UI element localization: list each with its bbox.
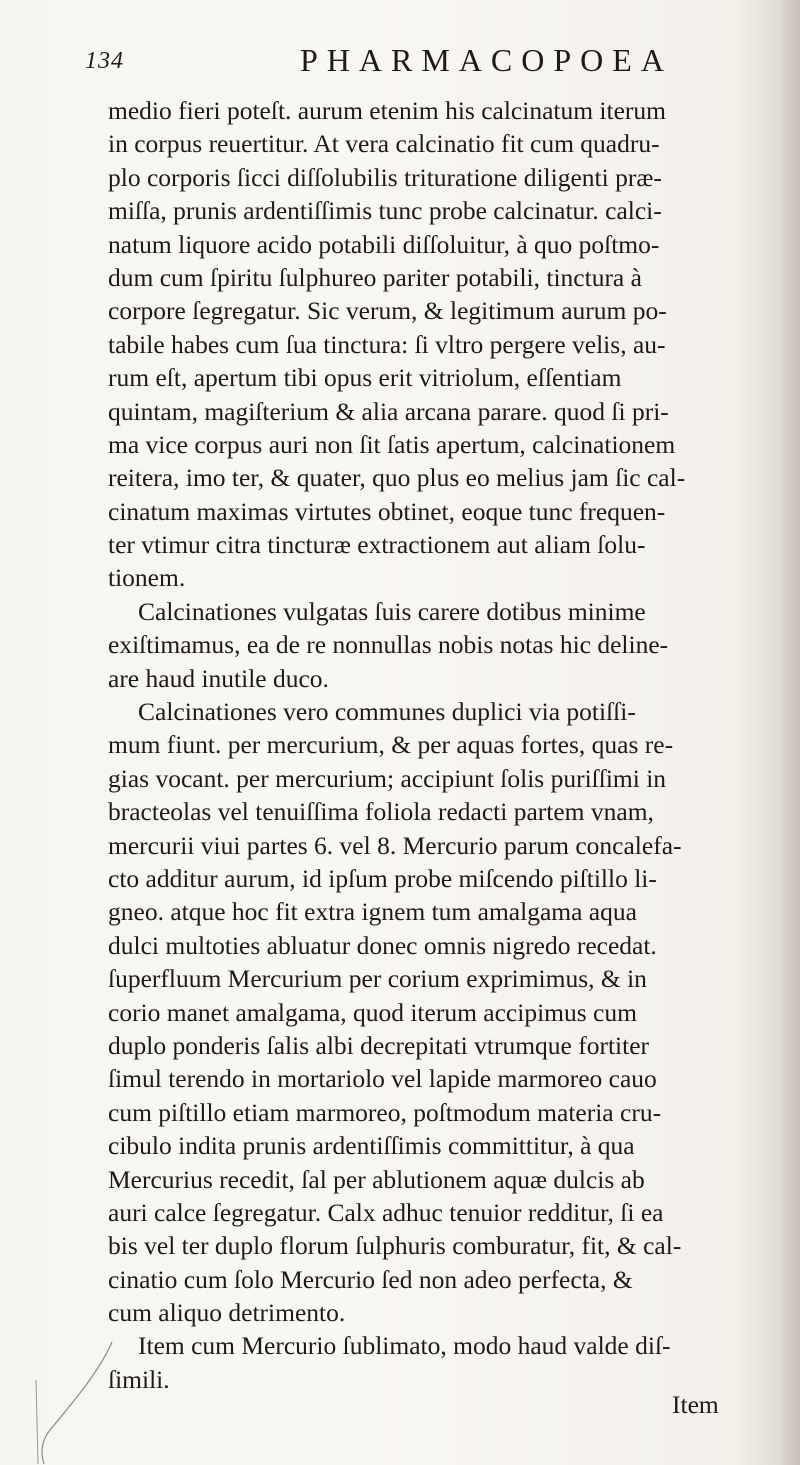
text-line: are haud inutile duco. xyxy=(108,663,329,693)
text-line: quintam, magiſterium & alia arcana parare. quod ſi pri- xyxy=(108,396,669,426)
text-line: reitera, imo ter, & quater, quo plus eo melius jam ſic cal- xyxy=(108,463,686,493)
text-line: in corpus reuertitur. At vera calcinatio fit cum quadru- xyxy=(108,129,660,159)
text-line: bracteolas vel tenuiſſima foliola redacti partem vnam, xyxy=(108,797,654,827)
text-line: corio manet amalgama, quod iterum accipimus cum xyxy=(108,997,637,1027)
paragraph-start-line: Calcinationes vero communes duplici via potiſſi- xyxy=(138,697,636,727)
text-line: Mercurius recedit, ſal per ablutionem aquæ dulcis ab xyxy=(108,1164,645,1194)
text-line: gias vocant. per mercurium; accipiunt ſolis puriſſimi in xyxy=(108,763,667,793)
text-line: duplo ponderis ſalis albi decrepitati vtrumque fortiter xyxy=(108,1030,650,1060)
text-line: ſimili. xyxy=(108,1364,170,1394)
text-line: miſſa, prunis ardentiſſimis tunc probe calcinatur. calci- xyxy=(108,196,662,226)
text-line: cinatio cum ſolo Mercurio ſed non adeo perfecta, & xyxy=(108,1264,633,1294)
page-edge-shadow xyxy=(778,0,800,1465)
text-line: tionem. xyxy=(108,563,186,593)
text-line: dulci multoties abluatur donec omnis nigredo recedat. xyxy=(108,930,657,960)
text-line: cibulo indita prunis ardentiſſimis committitur, à qua xyxy=(108,1131,635,1161)
text-line: ſimul terendo in mortariolo vel lapide marmoreo cauo xyxy=(108,1064,657,1094)
text-line: cum aliquo detrimento. xyxy=(108,1298,346,1328)
text-line: ma vice corpus auri non ſit ſatis apertum, calcinationem xyxy=(108,429,676,459)
text-line: ſuperfluum Mercurium per corium exprimimus, & in xyxy=(108,964,647,994)
text-line: cum piſtillo etiam marmoreo, poſtmodum materia cru- xyxy=(108,1097,662,1127)
text-line: cto additur aurum, id ipſum probe miſcendo piſtillo li- xyxy=(108,863,657,893)
text-line: tabile habes cum ſua tinctura: ſi vltro pergere velis, au- xyxy=(108,329,666,359)
running-title: PHARMACOPOEA xyxy=(300,42,673,78)
text-line: exiſtimamus, ea de re nonnullas nobis notas hic deline- xyxy=(108,630,669,660)
page-number: 134 xyxy=(85,48,124,74)
page-header xyxy=(85,28,745,84)
catchword: Item xyxy=(672,1390,719,1419)
paragraph-start-line: Calcinationes vulgatas ſuis carere dotibus minime xyxy=(138,596,646,626)
text-line: dum cum ſpiritu ſulphureo pariter potabili, tinctura à xyxy=(108,262,642,292)
text-line: rum eſt, apertum tibi opus erit vitriolum, eſſentiam xyxy=(108,363,622,393)
text-line: mercurii viui partes 6. vel 8. Mercurio parum concalefa- xyxy=(108,830,682,860)
text-line: natum liquore acido potabili diſſoluitur, à quo poſtmo- xyxy=(108,229,660,259)
pencil-mark-decoration xyxy=(30,1340,120,1465)
text-line: medio fieri poteſt. aurum etenim his calcinatum iterum xyxy=(108,96,666,125)
paragraph-start-line: Item cum Mercurio ſublimato, modo haud valde diſ- xyxy=(138,1331,671,1361)
text-line: corpore ſegregatur. Sic verum, & legitimum aurum po- xyxy=(108,296,667,326)
text-line: cinatum maximas virtutes obtinet, eoque tunc frequen- xyxy=(108,496,666,526)
text-line: gneo. atque hoc fit extra ignem tum amalgama aqua xyxy=(108,897,637,927)
text-line: mum fiunt. per mercurium, & per aquas fortes, quas re- xyxy=(108,730,674,760)
text-line: plo corporis ſicci diſſolubilis trituratione diligenti præ- xyxy=(108,162,662,192)
text-line: auri calce ſegregatur. Calx adhuc tenuior redditur, ſi ea xyxy=(108,1197,664,1227)
text-line: ter vtimur citra tincturæ extractionem aut aliam ſolu- xyxy=(108,530,646,560)
body-text xyxy=(108,94,768,1396)
text-line: bis vel ter duplo florum ſulphuris comburatur, fit, & cal- xyxy=(108,1231,682,1261)
